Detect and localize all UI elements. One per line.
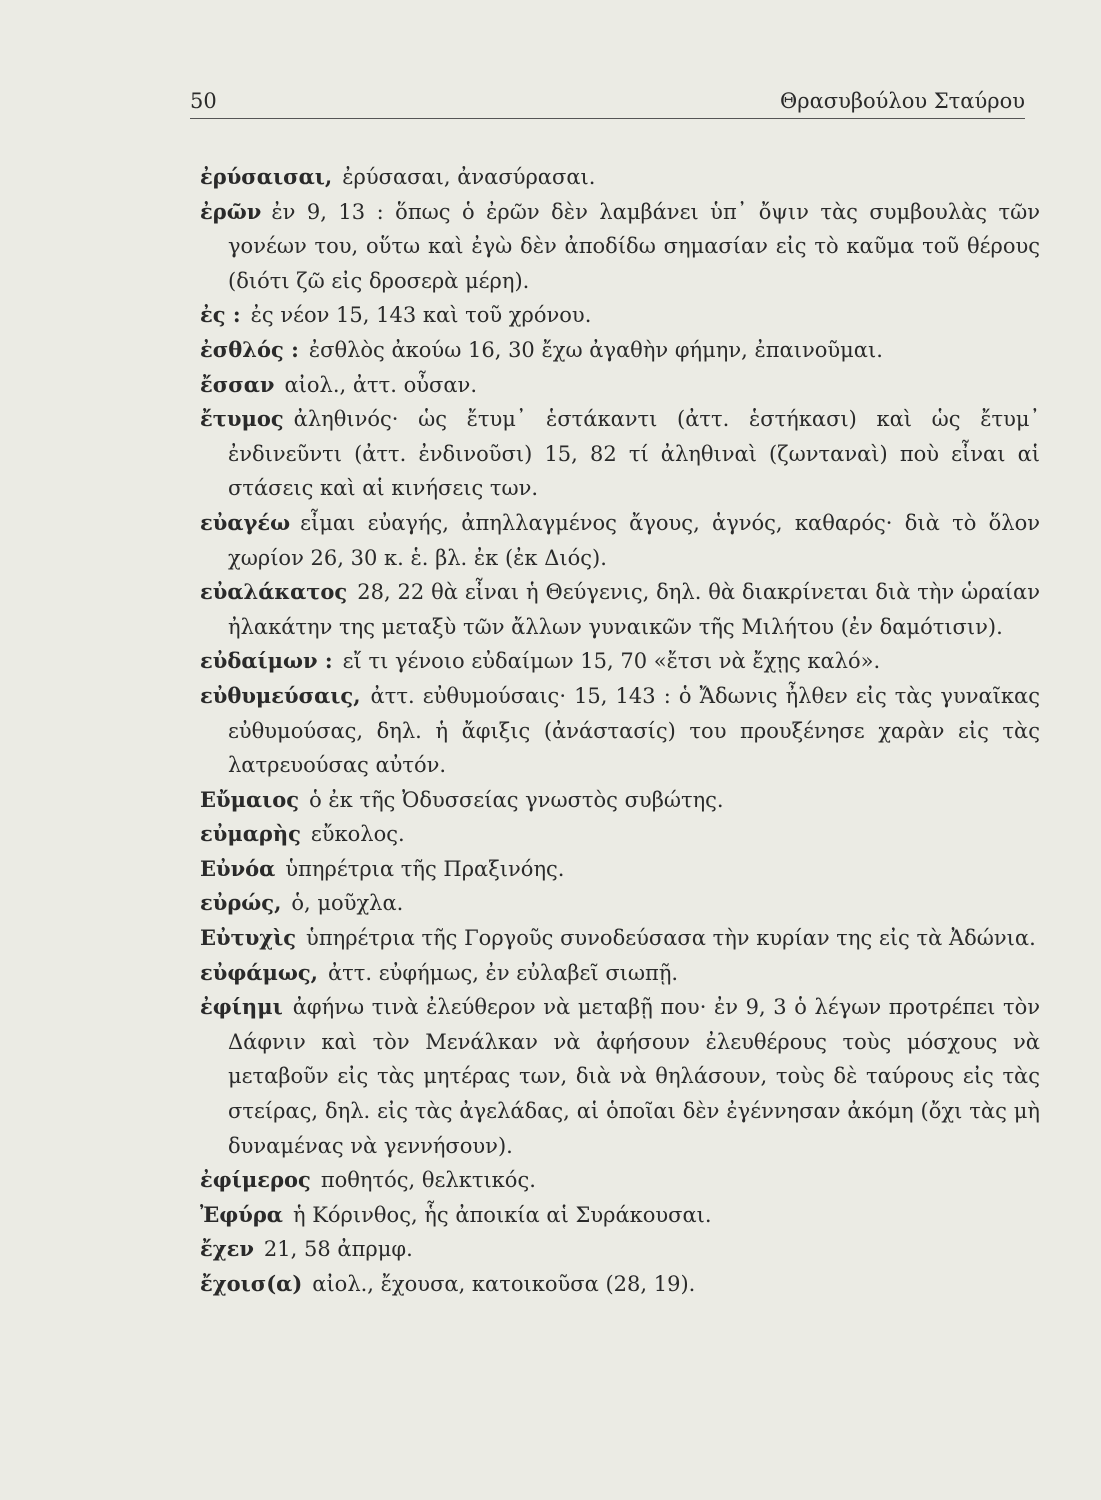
entry-lemma: ἐρῶν [200, 198, 262, 224]
glossary-entry [200, 852, 1040, 887]
glossary-entry [200, 575, 1040, 644]
glossary-entry [200, 783, 1040, 818]
entry-lemma: εὐμαρὴς [200, 821, 301, 847]
entry-text: ἡ Κόρινθος, ἧς ἀποικία αἱ Συράκουσαι. [292, 1202, 712, 1227]
entry-text: 21, 58 ἀπρμφ. [263, 1237, 413, 1262]
entry-lemma: εὐθυμεύσαις, [200, 682, 361, 708]
glossary-entry [200, 333, 1040, 368]
entry-lemma: ἐς : [200, 302, 241, 328]
entry-lemma: εὐφάμως, [200, 959, 318, 985]
glossary-entry [200, 679, 1040, 783]
entry-text: εἴ τι γένοιο εὐδαίμων 15, 70 «ἔτσι νὰ ἔχῃς καλό». [342, 649, 881, 674]
entry-text: αἰολ., ἔχουσα, κατοικοῦσα (28, 19). [312, 1272, 696, 1296]
entry-text: ἀληθινός· ὡς ἔτυμ᾽ ἑστάκαντι (ἀττ. ἑστήκασι) καὶ ὡς ἔτυμ᾽ ἐνδινεῦντι (ἀττ. ἐνδινοῦσι) 15, 82 τί ἀληθιναὶ (ζωνταναὶ) ποὺ εἶναι αἱ στάσεις καὶ αἱ κινήσεις των. [228, 407, 1040, 501]
entry-lemma: ἔτυμος [200, 406, 284, 432]
glossary-entry [200, 1163, 1040, 1198]
glossary-entry [200, 195, 1040, 299]
entry-text: ἐν 9, 13 : ὅπως ὁ ἐρῶν δὲν λαμβάνει ὑπ᾽ ὄψιν τὰς συμβουλὰς τῶν γονέων του, οὕτω καὶ ἐγὼ δὲν ἀποδίδω σημασίαν εἰς τὸ καῦμα τοῦ θέρους (διότι ζῶ εἰς δροσερὰ μέρη). [228, 199, 1040, 293]
entry-lemma: ἐρύσαισαι, [200, 164, 333, 189]
glossary-entry [200, 921, 1040, 956]
glossary-entry [200, 402, 1040, 506]
entry-text: ὁ, μοῦχλα. [291, 891, 404, 916]
entry-text: ἀττ. εὐφήμως, ἐν εὐλαβεῖ σιωπῇ. [327, 960, 679, 985]
entry-lemma: Εὐτυχὶς [200, 925, 297, 951]
entry-lemma: ἔσσαν [200, 371, 275, 397]
glossary-entry [200, 956, 1040, 991]
entry-text: ἐσθλὸς ἀκούω 16, 30 ἔχω ἀγαθὴν φήμην, ἐπαινοῦμαι. [308, 337, 883, 362]
page-number: 50 [190, 89, 217, 113]
glossary-entry [200, 886, 1040, 921]
entry-text: ἀφήνω τινὰ ἐλεύθερον νὰ μεταβῇ που· ἐν 9, 3 ὁ λέγων προτρέπει τὸν Δάφνιν καὶ τὸν Μενάλκαν νὰ ἀφήσουν ἐλευθέρους τοὺς μόσχους νὰ μεταβοῦν εἰς τὰς μητέρας των, διὰ νὰ θηλάσουν, τοὺς δὲ ταύρους εἰς τὰς στείρας, δηλ. εἰς τὰς ἀγελάδας, αἱ ὁποῖαι δὲν ἐγέννησαν ἀκόμη (ὄχι τὰς μὴ δυναμένας νὰ γεννήσουν). [228, 995, 1040, 1158]
glossary-entry [200, 817, 1040, 852]
entry-lemma: εὐαγέω [200, 509, 291, 535]
glossary-entry [200, 506, 1040, 575]
entry-lemma: Ἐφύρα [200, 1201, 283, 1227]
glossary-entry [200, 160, 1040, 195]
glossary-entry [200, 1198, 1040, 1233]
glossary-entries [200, 160, 1040, 1302]
entry-text: ὑπηρέτρια τῆς Γοργοῦς συνοδεύσασα τὴν κυρίαν της εἰς τὰ Ἀδώνια. [306, 926, 1036, 951]
glossary-entry [200, 644, 1040, 679]
entry-text: ἐρύσασαι, ἀνασύρασαι. [342, 165, 596, 189]
entry-text: ὑπηρέτρια τῆς Πραξινόης. [285, 856, 565, 881]
glossary-entry [200, 1267, 1040, 1302]
glossary-entry [200, 1232, 1040, 1267]
entry-lemma: ἔχεν [200, 1236, 254, 1262]
entry-lemma: εὐαλάκατος [200, 579, 348, 605]
entry-lemma: ἔχοισ(α) [200, 1271, 303, 1296]
entry-text: εὔκολος. [310, 822, 405, 847]
glossary-entry [200, 298, 1040, 333]
entry-text: αἰολ., ἀττ. οὖσαν. [284, 372, 477, 397]
entry-text: ἐς νέον 15, 143 καὶ τοῦ χρόνου. [250, 303, 592, 328]
entry-lemma: ἐφίημι [200, 994, 283, 1020]
running-title: Θρασυβούλου Σταύρου [780, 89, 1025, 113]
entry-lemma: εὐρώς, [200, 890, 282, 916]
glossary-entry [200, 368, 1040, 403]
glossary-entry [200, 990, 1040, 1163]
entry-lemma: εὐδαίμων : [200, 648, 333, 674]
entry-text: 28, 22 θὰ εἶναι ἡ Θεύγενις, δηλ. θὰ διακρίνεται διὰ τὴν ὡραίαν ἠλακάτην της μεταξὺ τῶν ἄλλων γυναικῶν τῆς Μιλήτου (ἐν δαμότισιν). [228, 580, 1040, 639]
page-header [190, 84, 1025, 118]
header-rule [190, 118, 1025, 119]
entry-lemma: ἐσθλός : [200, 336, 299, 362]
entry-lemma: Εὔμαιος [200, 786, 300, 812]
entry-text: εἶμαι εὐαγής, ἀπηλλαγμένος ἄγους, ἁγνός, καθαρός· διὰ τὸ ὅλον χωρίον 26, 30 κ. ἑ. βλ. ἐκ (ἐκ Διός). [228, 510, 1040, 570]
entry-text: ὁ ἐκ τῆς Ὀδυσσείας γνωστὸς συβώτης. [309, 787, 724, 812]
entry-lemma: ἐφίμερος [200, 1167, 311, 1193]
entry-text: ποθητός, θελκτικός. [320, 1168, 536, 1193]
entry-lemma: Εὐνόα [200, 855, 276, 881]
entry-text: ἀττ. εὐθυμούσαις· 15, 143 : ὁ Ἄδωνις ἦλθεν εἰς τὰς γυναῖκας εὐθυμούσας, δηλ. ἡ ἄφιξις (ἀνάστασίς) του προυξένησε χαρὰν εἰς τὰς λατρευούσας αὐτόν. [228, 683, 1040, 778]
